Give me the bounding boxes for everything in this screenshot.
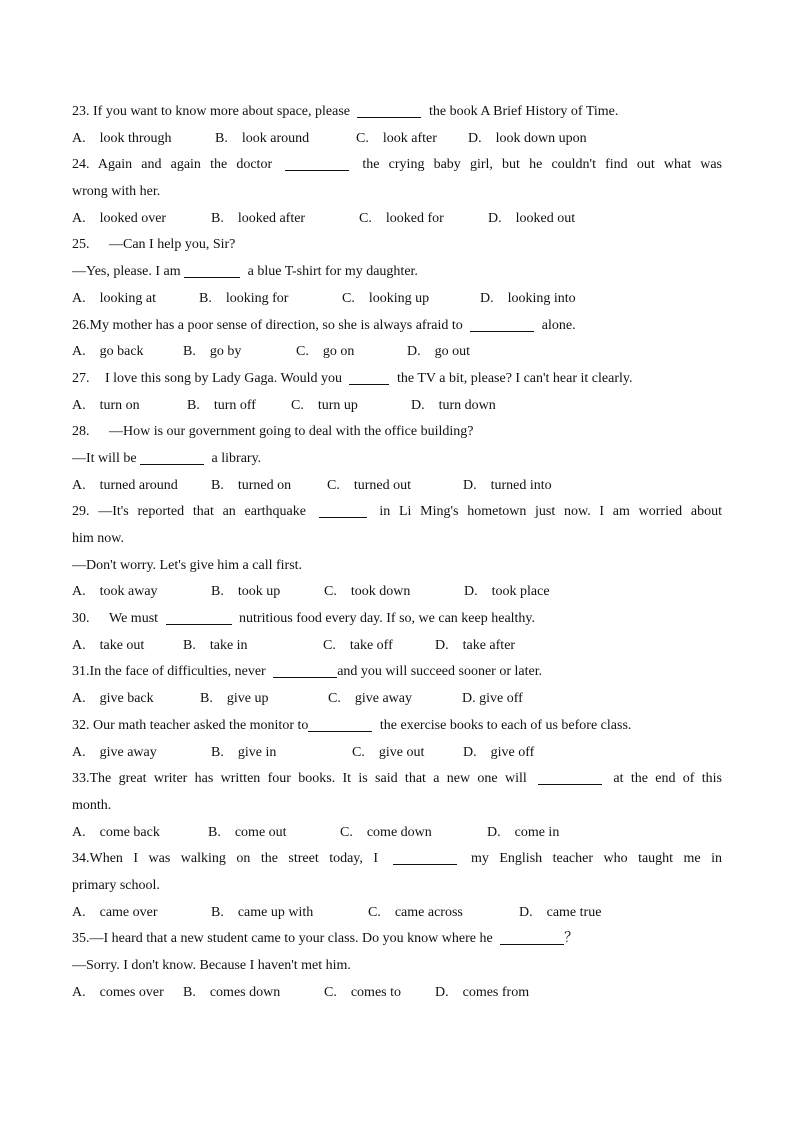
question-number: 33.	[72, 771, 90, 787]
option-d: D. turn down	[411, 397, 496, 413]
stem-text: In the face of difficulties, never	[89, 664, 266, 680]
option-d: D. comes from	[435, 984, 530, 1000]
question-31-options	[72, 686, 722, 713]
stem-text: in Li Ming's hometown just now. I am worried about	[379, 504, 723, 520]
option-d: D. look down upon	[468, 130, 587, 146]
answer-blank	[470, 317, 534, 332]
question-28-reply	[72, 446, 722, 473]
option-b: B. give in	[211, 744, 277, 760]
question-33-options	[72, 820, 722, 847]
option-a: A. looked over	[72, 210, 167, 226]
question-30-stem	[72, 606, 722, 633]
question-25-stem	[72, 232, 722, 259]
question-33-stem-continued: month.	[72, 797, 112, 813]
option-c: C. came across	[368, 904, 463, 920]
question-24-stem-continued: wrong with her.	[72, 184, 161, 200]
option-c: C. give out	[352, 744, 425, 760]
option-a: A. go back	[72, 344, 144, 360]
reply-text: —Yes, please. I am	[72, 264, 181, 280]
question-number: 29.	[72, 504, 90, 520]
option-a: A. give back	[72, 691, 154, 707]
question-29-reply: —Don't worry. Let's give him a call first.	[72, 557, 303, 573]
option-b: B. turn off	[187, 397, 256, 413]
option-b: B. took up	[211, 584, 281, 600]
option-c: C. go on	[296, 344, 355, 360]
option-d: D. take after	[435, 637, 516, 653]
option-d: D. looking into	[480, 290, 576, 306]
option-b: B. take in	[183, 637, 248, 653]
stem-text: alone.	[541, 317, 576, 333]
reply-text: —It will be	[72, 450, 137, 466]
question-number: 34.	[72, 851, 90, 867]
reply-text: a library.	[211, 450, 262, 466]
option-a: A. look through	[72, 130, 172, 146]
stem-text: If you want to know more about space, please	[93, 104, 350, 119]
question-33-stem	[72, 766, 722, 793]
question-24-stem	[72, 152, 722, 179]
question-25-options	[72, 286, 722, 313]
stem-text: at the end of this	[613, 771, 723, 787]
option-d: D. give off	[462, 691, 523, 707]
option-a: A. turn on	[72, 397, 140, 413]
stem-text: ？	[564, 931, 579, 947]
stem-text: —I heard that a new student came to your class. Do you know where he	[89, 931, 493, 947]
option-a: A. comes over	[72, 984, 164, 1000]
question-number: 31.	[72, 664, 90, 680]
option-c: C. come down	[340, 824, 432, 840]
stem-text: I love this song by Lady Gaga. Would you	[105, 370, 342, 386]
question-34-stem	[72, 846, 722, 873]
question-28-stem	[72, 419, 722, 446]
stem-text: —Can I help you, Sir?	[109, 237, 236, 253]
stem-text: Again and again the doctor	[97, 157, 273, 173]
question-32-stem	[72, 713, 722, 740]
question-23-options	[72, 126, 722, 153]
question-35-stem	[72, 926, 722, 953]
answer-blank	[184, 263, 240, 278]
answer-blank	[500, 930, 564, 945]
option-c: C. turned out	[327, 477, 411, 493]
question-29-stem	[72, 499, 722, 526]
answer-blank	[308, 717, 372, 732]
option-b: B. comes down	[183, 984, 281, 1000]
answer-blank	[538, 770, 602, 785]
option-b: B. came up with	[211, 904, 314, 920]
question-number: 25.	[72, 237, 90, 253]
question-number: 35.	[72, 931, 90, 947]
stem-text: the crying baby girl, but he couldn't find out what was	[362, 157, 723, 173]
option-d: D. turned into	[463, 477, 552, 493]
option-d: D. go out	[407, 344, 470, 360]
question-number: 32.	[72, 717, 90, 733]
question-27-options	[72, 393, 722, 420]
question-sheet	[72, 99, 722, 1006]
option-c: C. looked for	[359, 210, 444, 226]
question-32-options	[72, 740, 722, 767]
option-c: C. took down	[324, 584, 411, 600]
option-a: A. give away	[72, 744, 157, 760]
question-number: 27.	[72, 370, 90, 386]
stem-text: —How is our government going to deal with the office building?	[109, 424, 474, 440]
option-a: A. took away	[72, 584, 158, 600]
option-a: A. looking at	[72, 290, 156, 306]
option-b: B. looked after	[211, 210, 306, 226]
stem-text: the book A Brief History of Time.	[428, 104, 619, 119]
question-29-stem-continued: him now.	[72, 531, 124, 546]
question-29-options	[72, 579, 722, 606]
question-26-options	[72, 339, 722, 366]
answer-blank	[273, 663, 337, 678]
question-35-options	[72, 980, 722, 1007]
question-31-stem	[72, 659, 722, 686]
option-d: D. come in	[487, 824, 560, 840]
reply-text: a blue T-shirt for my daughter.	[247, 264, 418, 280]
option-d: D. give off	[463, 744, 535, 760]
option-a: A. take out	[72, 637, 145, 653]
option-c: C. give away	[328, 691, 412, 707]
option-c: C. looking up	[342, 290, 430, 306]
option-b: B. look around	[215, 130, 310, 146]
stem-text: Our math teacher asked the monitor to	[93, 717, 309, 733]
answer-blank	[319, 503, 367, 518]
option-a: A. turned around	[72, 477, 178, 493]
option-d: D. came true	[519, 904, 602, 920]
answer-blank	[285, 156, 349, 171]
option-a: A. come back	[72, 824, 160, 840]
option-b: B. looking for	[199, 290, 289, 306]
question-30-options	[72, 633, 722, 660]
answer-blank	[393, 850, 457, 865]
option-d: D. looked out	[488, 210, 576, 226]
question-27-stem	[72, 366, 722, 393]
stem-text: We must	[109, 611, 159, 627]
stem-text: nutritious food every day. If so, we can keep healthy.	[239, 611, 536, 627]
stem-text: My mother has a poor sense of direction, so she is always afraid to	[89, 317, 463, 333]
question-23-stem	[72, 99, 722, 126]
option-c: C. turn up	[291, 397, 358, 413]
answer-blank	[166, 610, 232, 625]
answer-blank	[140, 450, 204, 465]
question-25-reply	[72, 259, 722, 286]
question-24-options	[72, 206, 722, 233]
question-28-options	[72, 473, 722, 500]
stem-text: The great writer has written four books. It is said that a new one will	[89, 771, 527, 787]
stem-text: my English teacher who taught me in	[471, 851, 723, 867]
question-number: 23.	[72, 104, 90, 119]
stem-text: the exercise books to each of us before class.	[379, 717, 632, 733]
option-d: D. took place	[464, 584, 550, 600]
option-b: B. give up	[200, 691, 269, 707]
option-c: C. comes to	[324, 984, 401, 1000]
option-a: A. came over	[72, 904, 158, 920]
question-number: 26.	[72, 317, 90, 333]
option-c: C. take off	[323, 637, 393, 653]
question-35-reply: —Sorry. I don't know. Because I haven't met him.	[72, 958, 351, 973]
question-number: 28.	[72, 424, 90, 440]
question-34-options	[72, 900, 722, 927]
stem-text: —It's reported that an earthquake	[98, 504, 306, 520]
question-number: 30.	[72, 611, 90, 627]
answer-blank	[357, 103, 421, 118]
stem-text: the TV a bit, please? I can't hear it clearly.	[396, 370, 633, 386]
option-b: B. come out	[208, 824, 287, 840]
answer-blank	[349, 370, 389, 385]
question-34-stem-continued: primary school.	[72, 877, 160, 893]
stem-text: When I was walking on the street today, I	[89, 851, 379, 867]
stem-text: and you will succeed sooner or later.	[337, 664, 543, 680]
option-c: C. look after	[356, 130, 437, 146]
question-number: 24.	[72, 157, 90, 173]
question-26-stem	[72, 313, 722, 340]
option-b: B. turned on	[211, 477, 292, 493]
option-b: B. go by	[183, 344, 242, 360]
